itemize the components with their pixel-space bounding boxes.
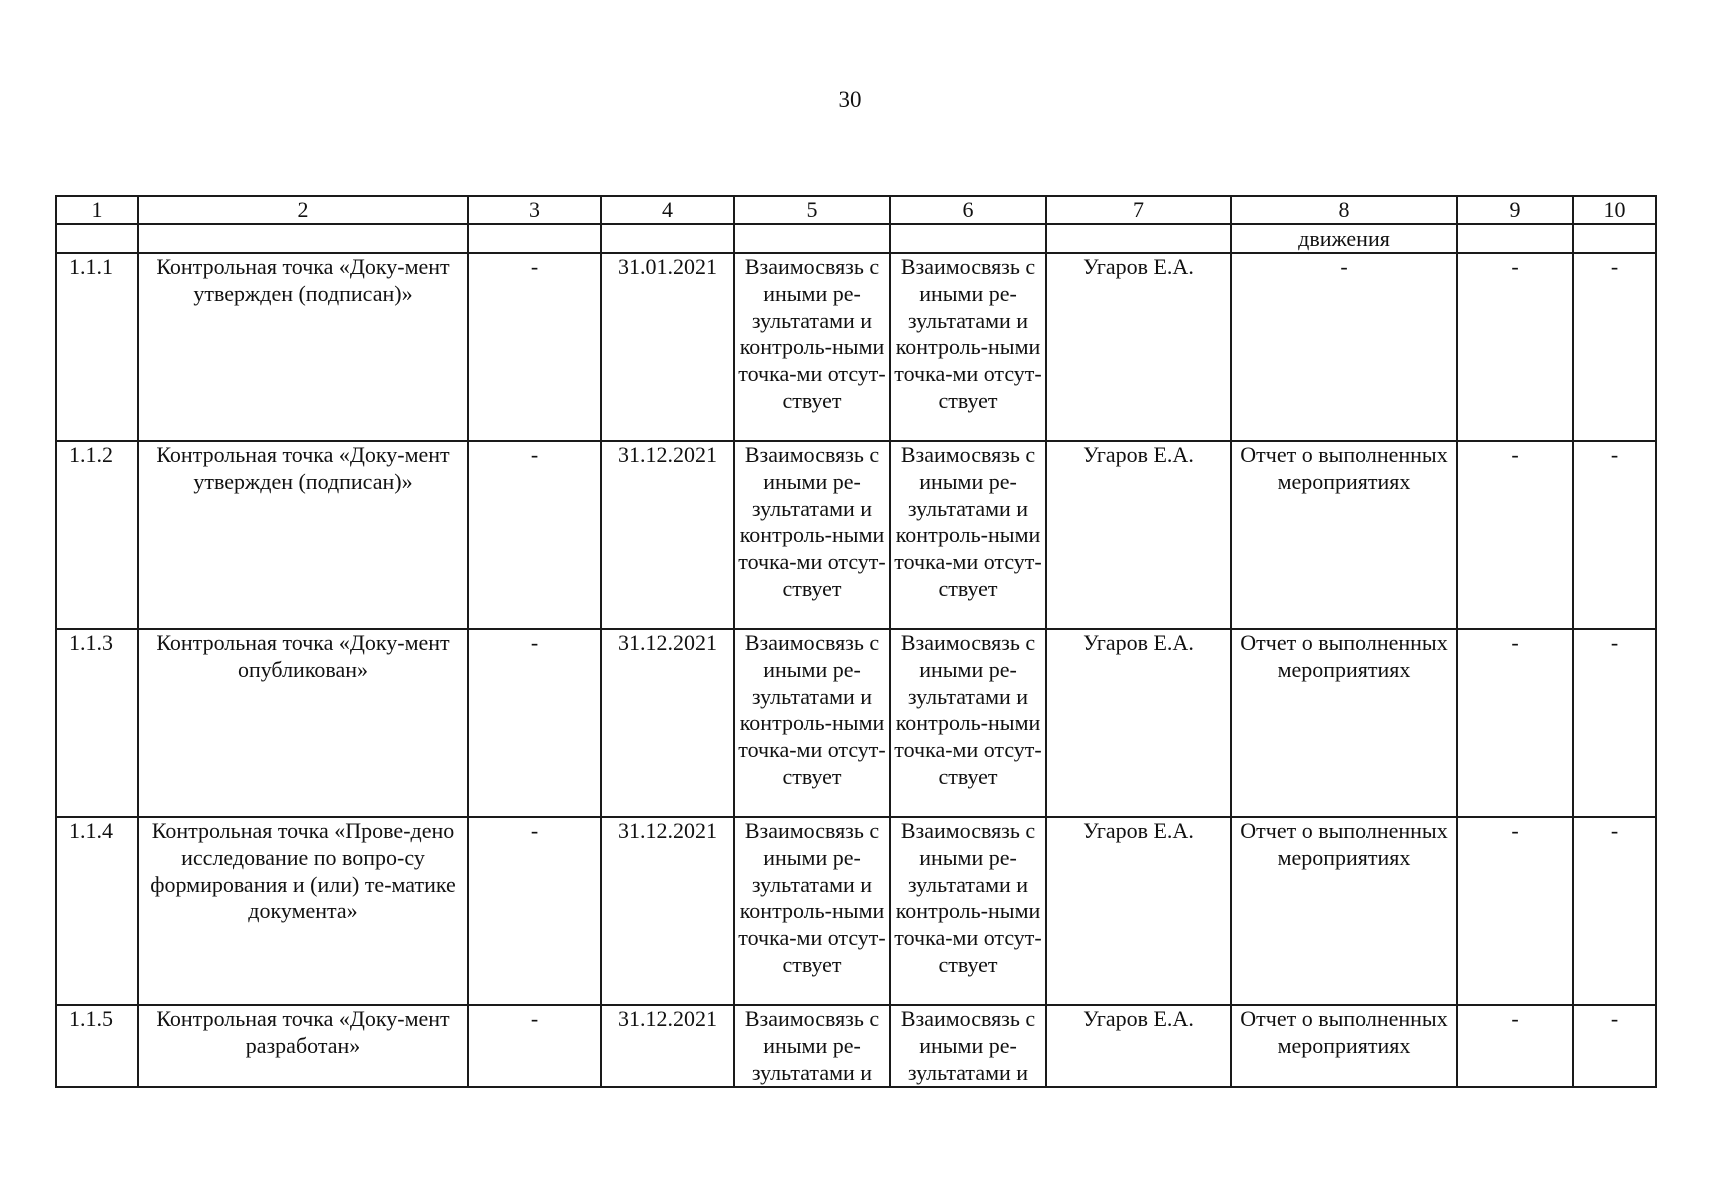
- cell-col3: -: [468, 1005, 601, 1087]
- column-number: 6: [890, 196, 1046, 224]
- cell-col8: -: [1231, 253, 1457, 441]
- cell-col6: Взаимосвязь с иными ре-зультатами и: [890, 1005, 1046, 1087]
- cell-col5: Взаимосвязь с иными ре-зультатами и: [734, 1005, 890, 1087]
- cell-col5: Взаимосвязь с иными ре-зультатами и контроль-ными точка-ми отсут-ствует: [734, 629, 890, 817]
- continuation-cell: [56, 224, 138, 253]
- cell-col3: -: [468, 629, 601, 817]
- column-number: 7: [1046, 196, 1231, 224]
- cell-col9: -: [1457, 817, 1573, 1005]
- continuation-cell: [468, 224, 601, 253]
- deadline-date: 31.12.2021: [601, 441, 734, 629]
- control-point-name: Контрольная точка «Доку-мент разработан»: [138, 1005, 468, 1087]
- cell-col8: Отчет о выполненных мероприятиях: [1231, 629, 1457, 817]
- cell-col3: -: [468, 817, 601, 1005]
- deadline-date: 31.12.2021: [601, 817, 734, 1005]
- table-row: [56, 817, 1656, 1005]
- cell-col5: Взаимосвязь с иными ре-зультатами и контроль-ными точка-ми отсут-ствует: [734, 441, 890, 629]
- responsible-person: Угаров Е.А.: [1046, 253, 1231, 441]
- column-number: 1: [56, 196, 138, 224]
- cell-col9: -: [1457, 629, 1573, 817]
- column-number: 5: [734, 196, 890, 224]
- control-point-name: Контрольная точка «Доку-мент утвержден (подписан)»: [138, 441, 468, 629]
- cell-col10: -: [1573, 441, 1656, 629]
- continuation-cell: [1457, 224, 1573, 253]
- cell-col9: -: [1457, 253, 1573, 441]
- column-number: 3: [468, 196, 601, 224]
- deadline-date: 31.12.2021: [601, 1005, 734, 1087]
- cell-col5: Взаимосвязь с иными ре-зультатами и контроль-ными точка-ми отсут-ствует: [734, 253, 890, 441]
- continuation-cell: [601, 224, 734, 253]
- continuation-cell: [1046, 224, 1231, 253]
- cell-col9: -: [1457, 441, 1573, 629]
- continuation-cell: [890, 224, 1046, 253]
- row-number: 1.1.5: [56, 1005, 138, 1087]
- cell-col8: Отчет о выполненных мероприятиях: [1231, 817, 1457, 1005]
- continuation-cell: [1573, 224, 1656, 253]
- cell-col6: Взаимосвязь с иными ре-зультатами и контроль-ными точка-ми отсут-ствует: [890, 629, 1046, 817]
- row-number: 1.1.2: [56, 441, 138, 629]
- table-row: [56, 1005, 1656, 1087]
- responsible-person: Угаров Е.А.: [1046, 441, 1231, 629]
- deadline-date: 31.12.2021: [601, 629, 734, 817]
- continuation-cell: движения: [1231, 224, 1457, 253]
- column-number: 10: [1573, 196, 1656, 224]
- cell-col10: -: [1573, 629, 1656, 817]
- table-row: [56, 629, 1656, 817]
- cell-col10: -: [1573, 817, 1656, 1005]
- cell-col6: Взаимосвязь с иными ре-зультатами и контроль-ными точка-ми отсут-ствует: [890, 817, 1046, 1005]
- cell-col3: -: [468, 253, 601, 441]
- cell-col5: Взаимосвязь с иными ре-зультатами и контроль-ными точка-ми отсут-ствует: [734, 817, 890, 1005]
- column-number: 2: [138, 196, 468, 224]
- column-number: 4: [601, 196, 734, 224]
- continuation-cell: [138, 224, 468, 253]
- cell-col10: -: [1573, 253, 1656, 441]
- column-number-row: [56, 196, 1656, 224]
- cell-col3: -: [468, 441, 601, 629]
- control-point-name: Контрольная точка «Доку-мент утвержден (подписан)»: [138, 253, 468, 441]
- responsible-person: Угаров Е.А.: [1046, 629, 1231, 817]
- column-number: 8: [1231, 196, 1457, 224]
- cell-col8: Отчет о выполненных мероприятиях: [1231, 1005, 1457, 1087]
- continuation-cell: [734, 224, 890, 253]
- cell-col10: -: [1573, 1005, 1656, 1087]
- responsible-person: Угаров Е.А.: [1046, 817, 1231, 1005]
- deadline-date: 31.01.2021: [601, 253, 734, 441]
- cell-col9: -: [1457, 1005, 1573, 1087]
- row-number: 1.1.3: [56, 629, 138, 817]
- control-point-name: Контрольная точка «Доку-мент опубликован»: [138, 629, 468, 817]
- control-point-name: Контрольная точка «Прове-дено исследование по вопро-су формирования и (или) те-матике документа»: [138, 817, 468, 1005]
- row-number: 1.1.4: [56, 817, 138, 1005]
- responsible-person: Угаров Е.А.: [1046, 1005, 1231, 1087]
- table-row: [56, 253, 1656, 441]
- row-number: 1.1.1: [56, 253, 138, 441]
- continuation-row: [56, 224, 1656, 253]
- page-number: 30: [838, 87, 862, 112]
- cell-col6: Взаимосвязь с иными ре-зультатами и контроль-ными точка-ми отсут-ствует: [890, 253, 1046, 441]
- column-number: 9: [1457, 196, 1573, 224]
- cell-col6: Взаимосвязь с иными ре-зультатами и контроль-ными точка-ми отсут-ствует: [890, 441, 1046, 629]
- table-row: [56, 441, 1656, 629]
- cell-col8: Отчет о выполненных мероприятиях: [1231, 441, 1457, 629]
- control-points-table: [55, 195, 1657, 1088]
